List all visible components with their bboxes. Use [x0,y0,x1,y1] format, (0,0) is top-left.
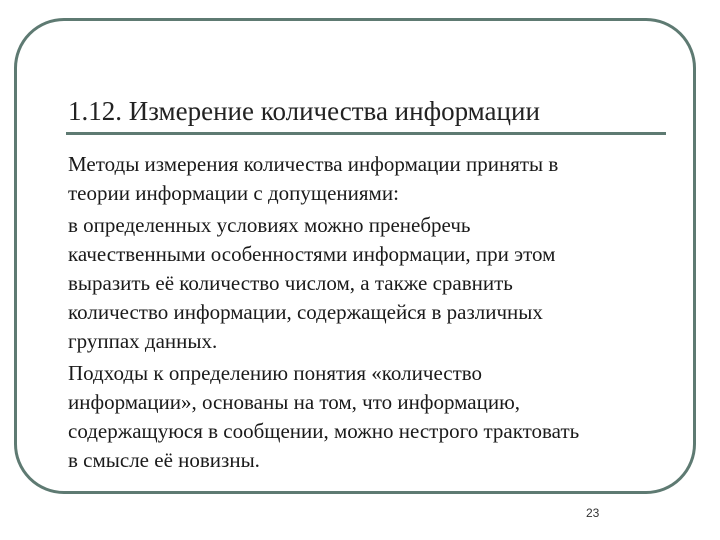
slide-title: 1.12. Измерение количества информации [68,96,540,126]
paragraph-conditions: в определенных условиях можно пренебречь качественными особенностями информации, при этом выразить её количество числом, а также сравнить количество информации, содержащейся в различных группах данных. [68,213,556,353]
paragraph-methods: Методы измерения количества информации приняты в теории информации с допущениями: [68,152,559,205]
paragraph-approaches: Подходы к определению понятия «количество информации», основаны на том, что информацию, содержащуюся в сообщении, можно нестрого трактовать в смысле её новизны. [68,361,580,472]
page-number: 23 [586,506,600,520]
title-divider [66,132,666,135]
slide-body [68,150,678,478]
